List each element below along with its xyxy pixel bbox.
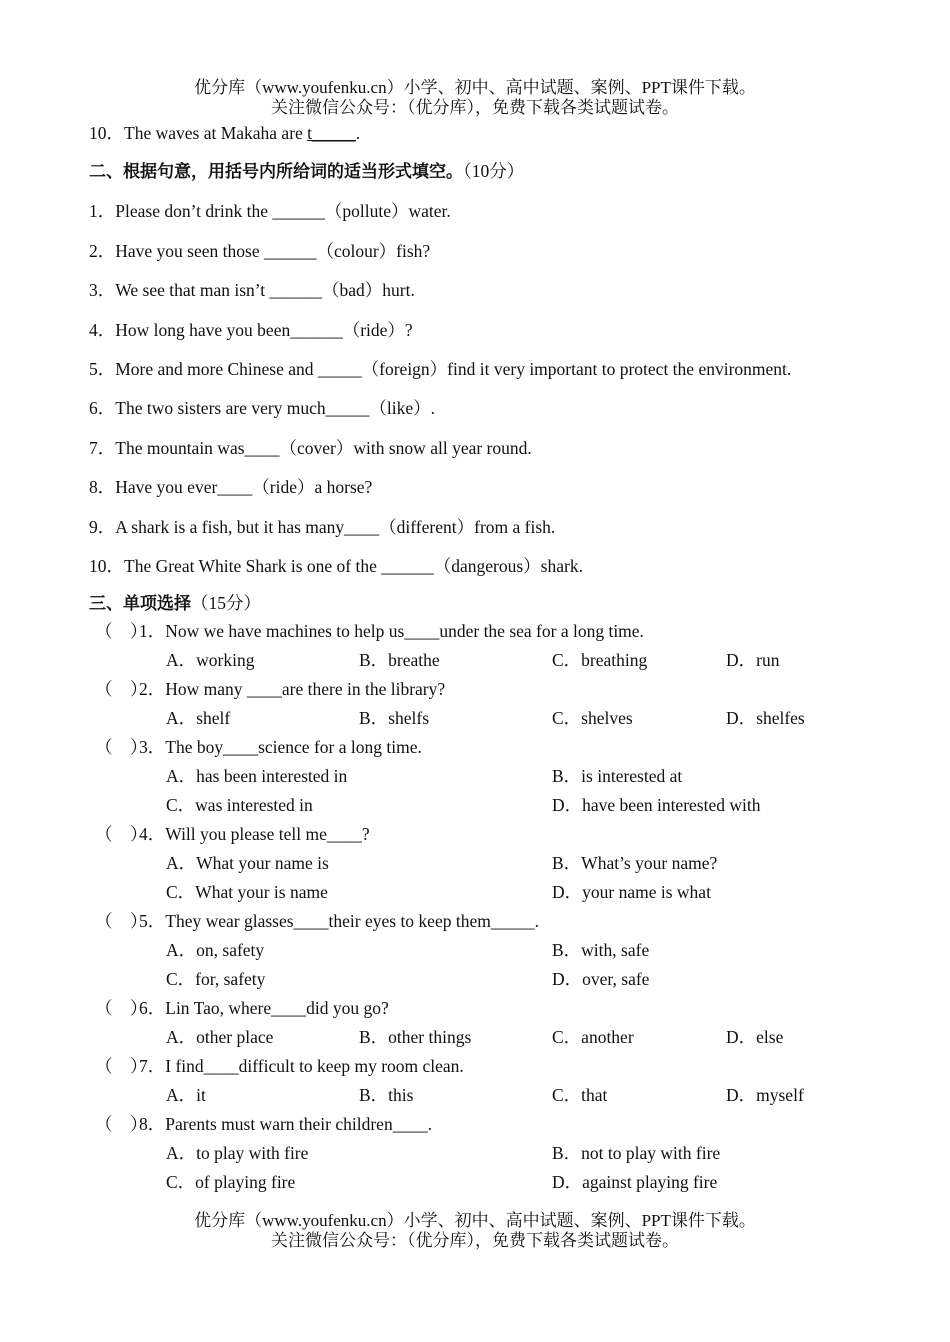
question-stem: 8．Parents must warn their children____. [139,1113,433,1134]
section2-item: 10．The Great White Shark is one of the ______（dangerous）shark. [89,555,583,576]
section2-item: 2．Have you seen those ______（colour）fish? [89,240,431,261]
option-a: A．working [166,649,255,670]
answer-blank: t_____ [307,123,356,143]
question-4-options-row-2 [89,878,889,907]
section2-item: 1．Please don’t drink the ______（pollute）water. [89,201,451,222]
question-8-options-row-2 [89,1168,889,1197]
option-b: B．What’s your name? [552,852,718,873]
answer-paren: （ ） [95,997,148,1018]
section2-item: 6．The two sisters are very much_____（like）. [89,398,436,419]
question-2 [89,675,889,704]
option-b: B．shelfs [359,707,429,728]
section2-item: 4．How long have you been______（ride）? [89,319,413,340]
page-footer [0,1211,950,1251]
question-8-options-row-1 [89,1139,889,1168]
option-a: A．shelf [166,707,231,728]
option-c: C．for, safety [166,968,266,989]
answer-paren: （ ） [95,1113,148,1134]
option-d: D．myself [726,1084,804,1105]
question-3 [89,733,889,762]
question-1 [89,617,889,646]
section2-item: 3．We see that man isn’t ______（bad）hurt. [89,280,415,301]
section2-item: 9．A shark is a fish, but it has many____（different）from a fish. [89,516,556,537]
answer-paren: （ ） [95,910,148,931]
option-d: D．have been interested with [552,794,761,815]
question-stem: 6．Lin Tao, where____did you go? [139,997,389,1018]
answer-paren: （ ） [95,1055,148,1076]
section2-item: 7．The mountain was____（cover）with snow all year round. [89,437,532,458]
answer-paren: （ ） [95,620,148,641]
option-d: D．else [726,1026,784,1047]
section3-score: （15分） [191,592,261,613]
question-2-options [89,704,889,733]
question-8 [89,1110,889,1139]
option-c: C．breathing [552,649,648,670]
option-b: B．breathe [359,649,440,670]
question-3-options-row-2 [89,791,889,820]
question-stem: 5．They wear glasses____their eyes to keep them_____. [139,910,539,931]
question-6 [89,994,889,1023]
question-7 [89,1052,889,1081]
question-stem: 2．How many ____are there in the library? [139,678,446,699]
header-line-1: 优分库（www.youfenku.cn）小学、初中、高中试题、案例、PPT课件下载。 [194,78,756,97]
footer-line-2: 关注微信公众号：（优分库），免费下载各类试题试卷。 [271,1231,679,1250]
option-a: A．other place [166,1026,274,1047]
option-d: D．over, safe [552,968,650,989]
option-c: C．of playing fire [166,1171,296,1192]
option-d: D．run [726,649,780,670]
question-stem: 1．Now we have machines to help us____under the sea for a long time. [139,620,644,641]
option-b: B．other things [359,1026,472,1047]
question-5 [89,907,889,936]
option-d: D．against playing fire [552,1171,718,1192]
section2-item: 8．Have you ever____（ride）a horse? [89,477,373,498]
section3-title: 三、单项选择（15分） [89,592,261,614]
section2-item: 5．More and more Chinese and _____（foreign）find it very important to protect the environment. [89,358,792,379]
question-4-options-row-1 [89,849,889,878]
page-header [0,78,950,118]
option-d: D．shelfes [726,707,805,728]
option-c: C．shelves [552,707,633,728]
option-a: A．it [166,1084,206,1105]
question-3-options-row-1 [89,762,889,791]
question-5-options-row-1 [89,936,889,965]
option-a: A．What your name is [166,852,329,873]
answer-paren: （ ） [95,823,148,844]
question-6-options [89,1023,889,1052]
section1-item-10: 10．The waves at Makaha are t_____. [89,123,361,143]
option-b: B．with, safe [552,939,650,960]
option-c: C．What your is name [166,881,328,902]
option-d: D．your name is what [552,881,711,902]
question-7-options [89,1081,889,1110]
footer-line-1: 优分库（www.youfenku.cn）小学、初中、高中试题、案例、PPT课件下载。 [194,1211,756,1230]
option-b: B．is interested at [552,765,683,786]
option-c: C．another [552,1026,634,1047]
worksheet-content [89,122,889,1197]
question-5-options-row-2 [89,965,889,994]
answer-paren: （ ） [95,736,148,757]
header-line-2: 关注微信公众号：（优分库），免费下载各类试题试卷。 [271,98,679,117]
question-4 [89,820,889,849]
option-b: B．not to play with fire [552,1142,721,1163]
question-stem: 4．Will you please tell me____? [139,823,370,844]
section2-score: （10分） [463,161,525,181]
option-a: A．to play with fire [166,1142,309,1163]
option-c: C．that [552,1084,608,1105]
question-stem: 7．I find____difficult to keep my room clean. [139,1055,464,1076]
option-a: A．has been interested in [166,765,348,786]
question-1-options [89,646,889,675]
question-stem: 3．The boy____science for a long time. [139,736,422,757]
section2-title: 二、根据句意，用括号内所给词的适当形式填空。（10分） [89,161,525,182]
option-a: A．on, safety [166,939,265,960]
option-b: B．this [359,1084,414,1105]
answer-paren: （ ） [95,678,148,699]
option-c: C．was interested in [166,794,313,815]
